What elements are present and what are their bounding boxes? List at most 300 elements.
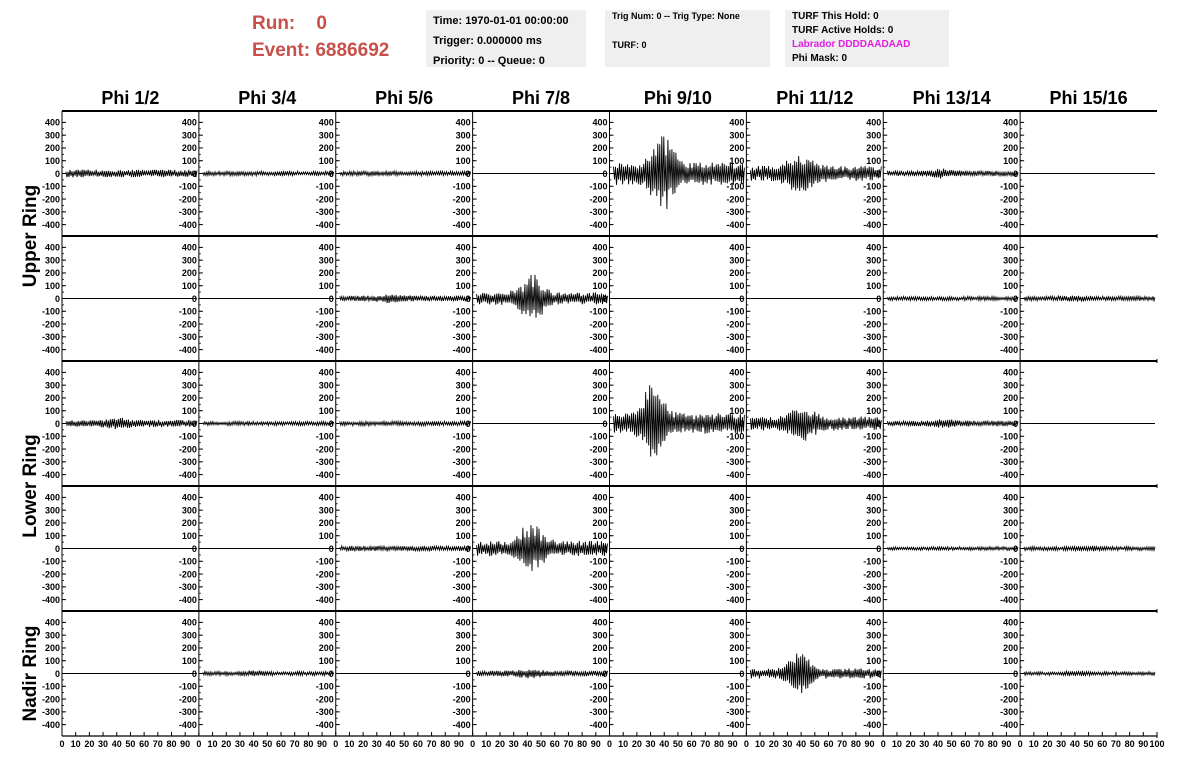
y-tick-label: 0: [465, 543, 471, 554]
y-tick-label: 400: [44, 617, 60, 628]
x-tick-label: 50: [399, 739, 410, 749]
y-tick-label: -200: [589, 444, 608, 455]
y-tick-label: -300: [589, 582, 608, 593]
y-tick-label: 300: [592, 505, 608, 516]
waveform-line: [477, 525, 608, 571]
y-tick-label: 400: [455, 117, 471, 128]
y-tick-label: 200: [455, 518, 471, 529]
y-tick-label: 0: [54, 293, 60, 304]
x-tick-label: 70: [152, 739, 163, 749]
x-tick-label: 50: [536, 739, 547, 749]
y-tick-label: 0: [876, 418, 882, 429]
y-tick-label: 100: [866, 531, 882, 542]
x-tick-label: 30: [1056, 739, 1067, 749]
y-tick-label: -200: [452, 444, 471, 455]
x-tick-label: 30: [98, 739, 109, 749]
y-tick-label: 100: [592, 156, 608, 167]
y-tick-label: 100: [1003, 281, 1019, 292]
x-tick-label: 80: [713, 739, 725, 749]
y-tick-label: 300: [318, 255, 334, 266]
x-tick-label: 50: [672, 739, 683, 749]
x-tick-label: 50: [125, 739, 136, 749]
y-tick-label: -100: [178, 181, 197, 192]
y-tick-label: -400: [41, 219, 60, 230]
y-tick-label: 400: [866, 242, 882, 253]
x-tick-label: 40: [522, 739, 533, 749]
y-tick-label: 400: [318, 492, 334, 503]
y-tick-label: 200: [729, 143, 745, 154]
x-tick-label: 20: [358, 739, 369, 749]
y-tick-label: 400: [181, 367, 197, 378]
y-tick-label: -300: [589, 457, 608, 468]
y-tick-label: -300: [863, 207, 882, 218]
waveform-line: [1024, 546, 1155, 551]
y-tick-label: 100: [318, 156, 334, 167]
y-tick-label: -200: [452, 694, 471, 705]
y-tick-label: -100: [41, 681, 60, 692]
y-tick-label: -400: [315, 344, 334, 355]
x-tick-label: 10: [755, 739, 766, 749]
y-tick-label: 0: [876, 668, 882, 679]
y-tick-label: 300: [44, 255, 60, 266]
y-tick-label: 0: [328, 293, 334, 304]
y-tick-label: 400: [318, 117, 334, 128]
y-tick-label: -100: [863, 431, 882, 442]
column-header: Phi 13/14: [912, 88, 991, 108]
waveform-line: [614, 136, 745, 209]
y-tick-label: 400: [44, 117, 60, 128]
x-tick-label: 70: [1110, 739, 1121, 749]
y-tick-label: 200: [1003, 393, 1019, 404]
y-tick-label: -400: [726, 344, 745, 355]
y-tick-label: -200: [41, 319, 60, 330]
y-tick-label: 400: [44, 242, 60, 253]
y-tick-label: 400: [729, 117, 745, 128]
x-tick-label: 90: [1001, 739, 1012, 749]
x-tick-label: 0: [606, 739, 613, 749]
x-tick-label: 40: [248, 739, 259, 749]
y-tick-label: 300: [44, 505, 60, 516]
y-tick-label: -200: [452, 319, 471, 330]
y-tick-label: -100: [1000, 431, 1019, 442]
x-tick-label: 50: [262, 739, 273, 749]
y-tick-label: 300: [181, 255, 197, 266]
y-tick-label: 0: [602, 293, 608, 304]
trigger-text: Trigger: 0.000000 ms: [433, 35, 542, 47]
y-tick-label: 0: [328, 418, 334, 429]
x-tick-label: 0: [880, 739, 886, 749]
y-tick-label: 100: [729, 281, 745, 292]
y-tick-label: -400: [41, 469, 60, 480]
y-tick-label: -100: [452, 306, 471, 317]
y-tick-label: -100: [863, 181, 882, 192]
waveform-line: [887, 547, 1018, 551]
x-tick-label: 70: [426, 739, 437, 749]
y-tick-label: 100: [866, 281, 882, 292]
y-tick-label: 0: [739, 543, 745, 554]
x-tick-label: 70: [563, 739, 574, 749]
x-tick-label: 10: [618, 739, 629, 749]
y-tick-label: -200: [726, 319, 745, 330]
y-tick-label: -100: [1000, 556, 1019, 567]
y-tick-label: -100: [589, 681, 608, 692]
y-tick-label: 100: [729, 156, 745, 167]
waveform-line: [340, 421, 471, 426]
y-tick-label: 100: [455, 156, 471, 167]
y-tick-label: 300: [729, 630, 745, 641]
y-tick-label: 300: [1003, 380, 1019, 391]
y-tick-label: 200: [866, 143, 882, 154]
y-tick-label: 200: [866, 643, 882, 654]
y-tick-label: 100: [592, 406, 608, 417]
y-tick-label: -400: [452, 594, 471, 605]
y-tick-label: 100: [181, 406, 197, 417]
x-tick-label: 20: [768, 739, 779, 749]
y-tick-label: -200: [863, 194, 882, 205]
y-tick-label: -200: [1000, 319, 1019, 330]
y-tick-label: -400: [41, 594, 60, 605]
y-tick-label: -300: [315, 457, 334, 468]
y-tick-label: 0: [1013, 293, 1019, 304]
y-tick-label: -300: [452, 707, 471, 718]
y-tick-label: 0: [465, 168, 471, 179]
x-tick-label: 80: [303, 739, 314, 749]
x-tick-label: 90: [317, 739, 328, 749]
row-group-label: Nadir Ring: [20, 625, 41, 722]
y-tick-label: -400: [1000, 594, 1019, 605]
x-tick-label: 0: [333, 739, 339, 749]
waveform-line: [203, 422, 334, 426]
y-tick-label: 100: [181, 156, 197, 167]
y-tick-label: -400: [726, 469, 745, 480]
y-tick-label: 400: [1003, 117, 1019, 128]
x-tick-label: 70: [974, 739, 985, 749]
y-tick-label: 200: [318, 518, 334, 529]
x-tick-label: 50: [809, 739, 820, 749]
x-tick-label: 60: [412, 739, 423, 749]
y-tick-label: -400: [315, 719, 334, 730]
y-tick-label: 300: [1003, 505, 1019, 516]
y-tick-label: -300: [589, 332, 608, 343]
y-tick-label: 400: [44, 492, 60, 503]
y-tick-label: 200: [592, 393, 608, 404]
x-tick-label: 0: [743, 739, 749, 749]
y-tick-label: -300: [1000, 707, 1019, 718]
y-tick-label: -200: [589, 694, 608, 705]
y-tick-label: -100: [452, 431, 471, 442]
y-tick-label: 300: [318, 505, 334, 516]
x-tick-label: 0: [59, 739, 65, 749]
y-tick-label: -200: [589, 569, 608, 580]
y-tick-label: -400: [41, 344, 60, 355]
y-tick-label: -200: [726, 194, 745, 205]
y-tick-label: 0: [876, 168, 882, 179]
y-tick-label: -400: [863, 469, 882, 480]
y-tick-label: -300: [315, 707, 334, 718]
waveform-line: [887, 419, 1018, 427]
y-tick-label: 0: [54, 168, 60, 179]
x-tick-label: 10: [70, 739, 81, 749]
y-tick-label: -400: [41, 719, 60, 730]
x-tick-label: 80: [987, 739, 998, 749]
y-tick-label: -200: [863, 694, 882, 705]
y-tick-label: 100: [181, 656, 197, 667]
y-tick-label: 0: [328, 543, 334, 554]
y-tick-label: 100: [44, 406, 60, 417]
y-tick-label: -200: [863, 569, 882, 580]
y-tick-label: 400: [866, 617, 882, 628]
x-tick-label: 60: [275, 739, 287, 749]
y-tick-label: -200: [452, 194, 471, 205]
y-tick-label: 200: [729, 393, 745, 404]
x-tick-label: 10: [207, 739, 218, 749]
y-tick-label: -400: [589, 469, 608, 480]
x-tick-label: 20: [905, 739, 916, 749]
y-tick-label: -200: [726, 444, 745, 455]
row-group-label: Upper Ring: [20, 184, 41, 288]
y-tick-label: -300: [863, 707, 882, 718]
y-tick-label: 200: [181, 393, 197, 404]
y-tick-label: -300: [178, 707, 197, 718]
y-tick-label: 400: [866, 492, 882, 503]
y-tick-label: -100: [589, 431, 608, 442]
x-tick-label: 100: [1149, 739, 1165, 749]
y-tick-label: -300: [1000, 582, 1019, 593]
y-tick-label: 300: [318, 130, 334, 141]
y-tick-label: 300: [455, 505, 471, 516]
y-tick-label: 400: [1003, 492, 1019, 503]
y-tick-label: -400: [863, 719, 882, 730]
y-tick-label: -100: [726, 681, 745, 692]
y-tick-label: -200: [178, 319, 197, 330]
y-tick-label: 0: [465, 293, 471, 304]
y-tick-label: 300: [866, 380, 882, 391]
x-tick-label: 80: [577, 739, 588, 749]
y-tick-label: 200: [592, 643, 608, 654]
y-tick-label: -400: [452, 344, 471, 355]
column-header: Phi 9/10: [643, 88, 712, 108]
x-tick-label: 90: [180, 739, 191, 749]
y-tick-label: 0: [602, 418, 608, 429]
y-tick-label: 100: [592, 656, 608, 667]
y-tick-label: -200: [1000, 444, 1019, 455]
y-tick-label: -400: [178, 719, 197, 730]
y-tick-label: 100: [455, 531, 471, 542]
y-tick-label: -100: [41, 431, 60, 442]
y-tick-label: 300: [44, 630, 60, 641]
y-tick-label: 400: [181, 242, 197, 253]
y-tick-label: -100: [1000, 306, 1019, 317]
y-tick-label: -100: [452, 181, 471, 192]
x-tick-label: 0: [470, 739, 476, 749]
y-tick-label: -100: [1000, 681, 1019, 692]
y-tick-label: -300: [1000, 332, 1019, 343]
y-tick-label: 300: [1003, 255, 1019, 266]
waveform-line: [750, 410, 881, 440]
x-tick-label: 90: [864, 739, 875, 749]
y-tick-label: 100: [44, 531, 60, 542]
run-label: Run:: [252, 13, 296, 34]
y-tick-label: 200: [455, 643, 471, 654]
column-header: Phi 5/6: [375, 88, 434, 108]
y-tick-label: -100: [41, 306, 60, 317]
y-tick-label: 300: [455, 630, 471, 641]
y-tick-label: 400: [455, 242, 471, 253]
y-tick-label: 300: [592, 380, 608, 391]
y-tick-label: 0: [191, 168, 197, 179]
y-tick-label: 200: [318, 143, 334, 154]
y-tick-label: 100: [318, 281, 334, 292]
y-tick-label: 0: [1013, 543, 1019, 554]
y-tick-label: 100: [1003, 531, 1019, 542]
y-tick-label: 400: [44, 367, 60, 378]
time-text: Time: 1970-01-01 00:00:00: [433, 15, 569, 27]
y-tick-label: -300: [178, 457, 197, 468]
turf-text: TURF: 0: [612, 40, 647, 50]
y-tick-label: 400: [729, 617, 745, 628]
y-tick-label: 100: [729, 406, 745, 417]
y-tick-label: 200: [318, 268, 334, 279]
y-tick-label: 400: [1003, 242, 1019, 253]
y-tick-label: -400: [178, 344, 197, 355]
x-tick-label: 0: [1017, 739, 1023, 749]
waveform-line: [66, 418, 197, 429]
x-tick-label: 60: [823, 739, 834, 749]
y-tick-label: 0: [54, 668, 60, 679]
y-tick-label: -400: [863, 219, 882, 230]
y-tick-label: -300: [1000, 457, 1019, 468]
this-hold-text: TURF This Hold: 0: [792, 11, 879, 22]
y-tick-label: 200: [44, 393, 60, 404]
waveform-line: [477, 670, 608, 679]
event-value: 6886692: [315, 40, 390, 61]
y-tick-label: 200: [318, 393, 334, 404]
y-tick-label: 300: [866, 130, 882, 141]
y-tick-label: -200: [315, 694, 334, 705]
y-tick-label: -400: [178, 469, 197, 480]
y-tick-label: 300: [592, 255, 608, 266]
y-tick-label: -200: [863, 444, 882, 455]
x-tick-label: 10: [891, 739, 902, 749]
y-tick-label: 0: [739, 668, 745, 679]
x-tick-label: 20: [631, 739, 642, 749]
waveform-line: [66, 170, 197, 178]
y-tick-label: -300: [1000, 207, 1019, 218]
y-tick-label: -100: [863, 681, 882, 692]
y-tick-label: 0: [465, 668, 471, 679]
y-tick-label: 200: [729, 643, 745, 654]
y-tick-label: 200: [592, 518, 608, 529]
y-tick-label: -100: [726, 306, 745, 317]
y-tick-label: 300: [1003, 130, 1019, 141]
x-tick-label: 20: [1042, 739, 1053, 749]
waveform-line: [203, 668, 334, 679]
y-tick-label: 300: [181, 130, 197, 141]
y-tick-label: 300: [181, 630, 197, 641]
y-tick-label: 200: [318, 643, 334, 654]
y-tick-label: 400: [181, 117, 197, 128]
y-tick-label: -300: [315, 582, 334, 593]
run-value: 0: [316, 13, 327, 34]
x-tick-label: 40: [796, 739, 807, 749]
y-tick-label: -100: [315, 306, 334, 317]
y-tick-label: 300: [455, 130, 471, 141]
y-tick-label: 400: [318, 617, 334, 628]
waveform-line: [477, 275, 608, 318]
y-tick-label: 400: [866, 117, 882, 128]
y-tick-label: -200: [863, 319, 882, 330]
x-tick-label: 60: [139, 739, 150, 749]
event-label: Event:: [252, 40, 311, 61]
y-tick-label: 0: [602, 168, 608, 179]
x-tick-label: 30: [782, 739, 793, 749]
y-tick-label: 0: [328, 168, 334, 179]
y-tick-label: -100: [452, 681, 471, 692]
y-tick-label: -400: [726, 594, 745, 605]
y-tick-label: 400: [455, 617, 471, 628]
active-holds-text: TURF Active Holds: 0: [792, 25, 894, 36]
y-tick-label: 100: [455, 656, 471, 667]
x-tick-label: 50: [1083, 739, 1094, 749]
y-tick-label: 400: [729, 242, 745, 253]
y-tick-label: 200: [44, 268, 60, 279]
x-tick-label: 80: [440, 739, 451, 749]
y-tick-label: 300: [455, 380, 471, 391]
y-tick-label: -200: [41, 444, 60, 455]
y-tick-label: -400: [589, 594, 608, 605]
x-tick-label: 10: [1028, 739, 1039, 749]
y-tick-label: -400: [315, 594, 334, 605]
column-header: Phi 3/4: [238, 88, 297, 108]
y-tick-label: -200: [452, 569, 471, 580]
y-tick-label: 200: [1003, 143, 1019, 154]
y-tick-label: 100: [1003, 656, 1019, 667]
y-tick-label: -200: [41, 569, 60, 580]
row-group-label: Lower Ring: [20, 434, 41, 538]
x-tick-label: 40: [1069, 739, 1080, 749]
y-tick-label: -300: [41, 457, 60, 468]
x-tick-label: 30: [508, 739, 519, 749]
y-tick-label: -300: [315, 332, 334, 343]
y-tick-label: -100: [589, 306, 608, 317]
y-tick-label: 0: [876, 543, 882, 554]
x-tick-label: 80: [850, 739, 861, 749]
y-tick-label: 0: [191, 293, 197, 304]
y-tick-label: -100: [589, 181, 608, 192]
x-tick-label: 0: [196, 739, 202, 749]
y-tick-label: -100: [452, 556, 471, 567]
column-header: Phi 1/2: [101, 88, 160, 108]
y-tick-label: -400: [178, 219, 197, 230]
y-tick-label: -300: [452, 457, 471, 468]
y-tick-label: -200: [315, 569, 334, 580]
x-tick-label: 20: [494, 739, 506, 749]
waveform-line: [340, 546, 471, 551]
y-tick-label: 0: [739, 168, 745, 179]
y-tick-label: 300: [866, 630, 882, 641]
y-tick-label: -200: [41, 694, 60, 705]
y-tick-label: -400: [726, 719, 745, 730]
y-tick-label: -200: [726, 569, 745, 580]
x-tick-label: 90: [590, 739, 601, 749]
y-tick-label: 400: [318, 242, 334, 253]
y-tick-label: 400: [455, 492, 471, 503]
y-tick-label: 200: [44, 143, 60, 154]
y-tick-label: -300: [863, 457, 882, 468]
y-tick-label: 200: [1003, 268, 1019, 279]
x-tick-label: 10: [344, 739, 355, 749]
waveform-line: [340, 171, 471, 176]
